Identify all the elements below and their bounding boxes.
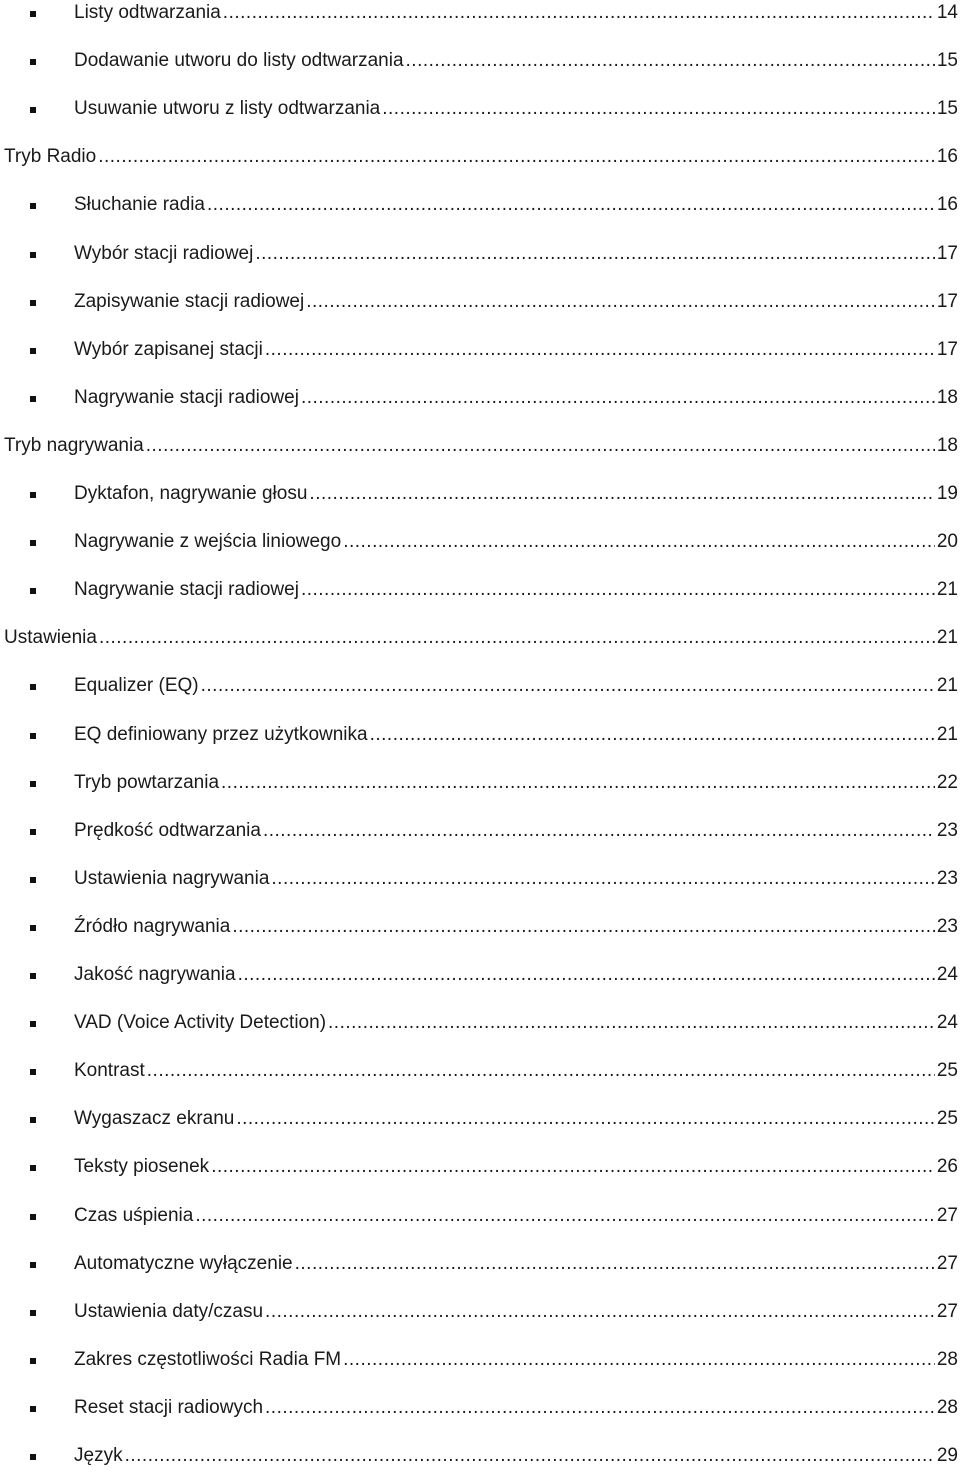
toc-entry-line <box>0 1344 960 1376</box>
toc-entry-line <box>0 189 960 221</box>
toc-page-number: 17 <box>936 290 958 312</box>
toc-page-number: 25 <box>936 1108 958 1130</box>
square-bullet-icon <box>30 588 36 594</box>
toc-page-number: 25 <box>936 1060 958 1082</box>
square-bullet-icon <box>30 925 36 931</box>
toc-entry-title: Wybór zapisanej stacji <box>74 338 263 360</box>
toc-entry-title: Czas uśpienia <box>74 1204 194 1226</box>
toc-dot-leader <box>147 1055 935 1087</box>
toc-subsection-entry[interactable] <box>0 238 960 270</box>
toc-section-entry[interactable] <box>0 430 960 462</box>
toc-subsection-entry[interactable] <box>0 574 960 606</box>
toc-page-number: 18 <box>936 386 958 408</box>
toc-entry-line <box>0 286 960 318</box>
square-bullet-icon <box>30 1069 36 1075</box>
square-bullet-icon <box>30 107 36 113</box>
toc-dot-leader <box>271 863 934 895</box>
toc-dot-leader <box>211 1151 935 1183</box>
toc-page-number: 24 <box>936 1012 958 1034</box>
toc-page-number: 21 <box>936 627 958 649</box>
toc-dot-leader <box>265 334 935 366</box>
toc-dot-leader <box>343 526 935 558</box>
toc-subsection-entry[interactable] <box>0 93 960 125</box>
toc-entry-line <box>0 622 960 654</box>
toc-dot-leader <box>201 670 935 702</box>
toc-dot-leader <box>382 93 935 125</box>
toc-dot-leader <box>221 767 935 799</box>
toc-page-number: 20 <box>936 531 958 553</box>
toc-dot-leader <box>195 1200 935 1232</box>
toc-dot-leader <box>255 238 935 270</box>
toc-entry-title: Nagrywanie stacji radiowej <box>74 579 299 601</box>
toc-page-number: 27 <box>936 1300 958 1322</box>
toc-entry-title: Automatyczne wyłączenie <box>74 1252 293 1274</box>
square-bullet-icon <box>30 1117 36 1123</box>
toc-page-number: 27 <box>936 1204 958 1226</box>
toc-entry-title: Prędkość odtwarzania <box>74 819 261 841</box>
toc-entry-line <box>0 1200 960 1232</box>
toc-subsection-entry[interactable] <box>0 767 960 799</box>
toc-dot-leader <box>207 189 935 221</box>
toc-subsection-entry[interactable] <box>0 670 960 702</box>
toc-dot-leader <box>301 382 935 414</box>
square-bullet-icon <box>30 1406 36 1412</box>
square-bullet-icon <box>30 252 36 258</box>
toc-page-number: 28 <box>936 1348 958 1370</box>
toc-page-number: 24 <box>936 964 958 985</box>
toc-dot-leader <box>98 141 935 173</box>
toc-entry-title: Słuchanie radia <box>74 194 205 216</box>
square-bullet-icon <box>30 540 36 546</box>
toc-dot-leader <box>265 1392 935 1424</box>
toc-dot-leader <box>236 1103 935 1135</box>
toc-entry-line <box>0 863 960 895</box>
toc-page-number: 16 <box>936 146 958 168</box>
toc-page-number: 21 <box>936 579 958 601</box>
toc-entry-line <box>0 478 960 510</box>
toc-dot-leader <box>370 719 935 751</box>
toc-entry-title: Zakres częstotliwości Radia FM <box>74 1348 342 1370</box>
toc-page-number: 21 <box>936 675 958 697</box>
square-bullet-icon <box>30 1021 36 1027</box>
toc-page-number: 23 <box>936 915 958 937</box>
toc-entry-title: Tryb powtarzania <box>74 771 220 793</box>
toc-entry-title: Wygaszacz ekranu <box>74 1108 235 1130</box>
toc-entry-title: Equalizer (EQ) <box>74 675 199 697</box>
toc-subsection-entry[interactable] <box>0 478 960 510</box>
toc-entry-title: Usuwanie utworu z listy odtwarzania <box>74 98 381 120</box>
toc-entry-line <box>0 959 960 991</box>
square-bullet-icon <box>30 973 36 979</box>
toc-dot-leader <box>343 1344 935 1376</box>
square-bullet-icon <box>30 59 36 65</box>
toc-page-number: 18 <box>936 434 958 456</box>
toc-dot-leader <box>295 1248 935 1280</box>
toc-entry-title: Zapisywanie stacji radiowej <box>74 290 305 312</box>
toc-subsection-entry[interactable] <box>0 1200 960 1232</box>
toc-entry-line <box>0 1392 960 1424</box>
toc-entry-line <box>0 0 960 29</box>
toc-entry-title: Język <box>74 1445 123 1466</box>
toc-dot-leader <box>125 1440 935 1472</box>
toc-subsection-entry[interactable] <box>0 189 960 221</box>
toc-entry-title: Wybór stacji radiowej <box>74 242 254 264</box>
toc-subsection-entry[interactable] <box>0 1296 960 1328</box>
square-bullet-icon <box>30 1358 36 1364</box>
toc-page-number: 17 <box>936 338 958 360</box>
toc-entry-line <box>0 1007 960 1039</box>
toc-entry-line <box>0 1055 960 1087</box>
toc-page-number: 28 <box>936 1396 958 1418</box>
toc-entry-title: Jakość nagrywania <box>74 964 236 985</box>
toc-subsection-entry[interactable] <box>0 382 960 414</box>
toc-entry-title: Ustawienia <box>4 627 97 649</box>
toc-entry-line <box>0 93 960 125</box>
toc-entry-line <box>0 45 960 77</box>
toc-entry-title: Kontrast <box>74 1060 145 1082</box>
toc-entry-title: EQ definiowany przez użytkownika <box>74 723 368 745</box>
toc-subsection-entry[interactable] <box>0 1392 960 1424</box>
toc-entry-line <box>0 238 960 270</box>
toc-entry-title: Nagrywanie stacji radiowej <box>74 386 299 408</box>
toc-entry-line <box>0 719 960 751</box>
toc-subsection-entry[interactable] <box>0 1151 960 1183</box>
toc-subsection-entry[interactable] <box>0 526 960 558</box>
toc-dot-leader <box>301 574 935 606</box>
toc-page-number: 26 <box>936 1156 958 1178</box>
toc-page-number: 22 <box>936 771 958 793</box>
square-bullet-icon <box>30 1214 36 1220</box>
toc-subsection-entry[interactable] <box>0 45 960 77</box>
toc-subsection-entry[interactable] <box>0 0 960 29</box>
toc-entry-title: Dodawanie utworu do listy odtwarzania <box>74 50 404 72</box>
toc-entry-title: Ustawienia nagrywania <box>74 867 270 889</box>
toc-subsection-entry[interactable] <box>0 1007 960 1039</box>
toc-entry-title: Dyktafon, nagrywanie głosu <box>74 483 308 504</box>
toc-entry-line <box>0 670 960 702</box>
toc-entry-line <box>0 1296 960 1328</box>
toc-entry-line <box>0 574 960 606</box>
toc-entry-line <box>0 382 960 414</box>
toc-dot-leader <box>306 286 935 318</box>
square-bullet-icon <box>30 492 36 498</box>
toc-entry-line <box>0 815 960 847</box>
toc-dot-leader <box>263 815 935 847</box>
toc-dot-leader <box>309 478 934 510</box>
toc-subsection-entry[interactable] <box>0 719 960 751</box>
square-bullet-icon <box>30 1310 36 1316</box>
square-bullet-icon <box>30 1262 36 1268</box>
square-bullet-icon <box>30 203 36 209</box>
toc-entry-title: Źródło nagrywania <box>74 915 231 937</box>
toc-page-number: 14 <box>936 2 958 23</box>
toc-page-number: 17 <box>936 242 958 264</box>
toc-entry-line <box>0 334 960 366</box>
square-bullet-icon <box>30 348 36 354</box>
toc-dot-leader <box>328 1007 935 1039</box>
toc-entry-line <box>0 526 960 558</box>
toc-entry-title: Tryb Radio <box>4 146 97 168</box>
toc-page-number: 29 <box>936 1445 958 1466</box>
toc-entry-title: Listy odtwarzania <box>74 2 221 23</box>
toc-entry-line <box>0 767 960 799</box>
toc-page-number: 27 <box>936 1252 958 1274</box>
square-bullet-icon <box>30 300 36 306</box>
toc-entry-line <box>0 1248 960 1280</box>
toc-entry-title: Tryb nagrywania <box>4 434 144 456</box>
toc-section-entry[interactable] <box>0 141 960 173</box>
square-bullet-icon <box>30 733 36 739</box>
toc-dot-leader <box>406 45 935 77</box>
toc-page-number: 16 <box>936 194 958 216</box>
toc-entry-line <box>0 430 960 462</box>
toc-entry-line <box>0 911 960 943</box>
toc-subsection-entry[interactable] <box>0 1440 960 1472</box>
toc-dot-leader <box>238 959 935 991</box>
toc-entry-title: Reset stacji radiowych <box>74 1396 264 1418</box>
toc-subsection-entry[interactable] <box>0 1248 960 1280</box>
toc-dot-leader <box>146 430 935 462</box>
toc-entry-title: Ustawienia daty/czasu <box>74 1300 264 1322</box>
square-bullet-icon <box>30 396 36 402</box>
square-bullet-icon <box>30 1454 36 1460</box>
toc-entry-title: Nagrywanie z wejścia liniowego <box>74 531 342 553</box>
toc-subsection-entry[interactable] <box>0 815 960 847</box>
toc-section-entry[interactable] <box>0 622 960 654</box>
toc-page-number: 19 <box>936 483 958 504</box>
toc-subsection-entry[interactable] <box>0 1055 960 1087</box>
toc-subsection-entry[interactable] <box>0 959 960 991</box>
toc-page-number: 15 <box>936 98 958 120</box>
toc-page-number: 23 <box>936 867 958 889</box>
square-bullet-icon <box>30 1165 36 1171</box>
toc-entry-line <box>0 1440 960 1472</box>
toc-subsection-entry[interactable] <box>0 911 960 943</box>
toc-subsection-entry[interactable] <box>0 1344 960 1376</box>
toc-subsection-entry[interactable] <box>0 863 960 895</box>
square-bullet-icon <box>30 829 36 835</box>
toc-dot-leader <box>99 622 935 654</box>
toc-page-number: 21 <box>936 723 958 745</box>
square-bullet-icon <box>30 781 36 787</box>
toc-subsection-entry[interactable] <box>0 1103 960 1135</box>
square-bullet-icon <box>30 877 36 883</box>
toc-subsection-entry[interactable] <box>0 334 960 366</box>
square-bullet-icon <box>30 11 36 17</box>
toc-entry-line <box>0 1103 960 1135</box>
toc-subsection-entry[interactable] <box>0 286 960 318</box>
toc-page-number: 15 <box>936 50 958 72</box>
toc-entry-line <box>0 1151 960 1183</box>
toc-page-number: 23 <box>936 819 958 841</box>
square-bullet-icon <box>30 684 36 690</box>
toc-dot-leader <box>265 1296 935 1328</box>
toc-dot-leader <box>232 911 935 943</box>
toc-dot-leader <box>223 0 935 29</box>
toc-entry-line <box>0 141 960 173</box>
toc-entry-title: VAD (Voice Activity Detection) <box>74 1012 327 1034</box>
toc-entry-title: Teksty piosenek <box>74 1156 210 1178</box>
